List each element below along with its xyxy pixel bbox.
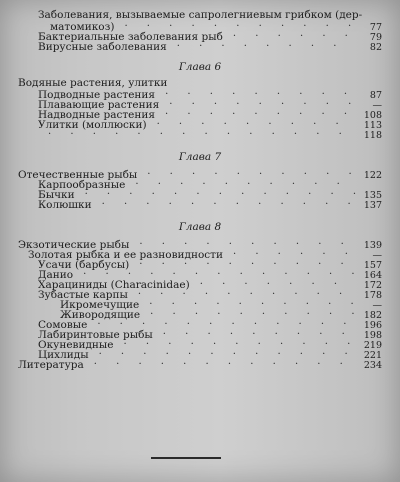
toc-leader bbox=[128, 288, 356, 298]
toc-entry-label: Лабиринтовые рыбы bbox=[38, 329, 153, 341]
toc-leader bbox=[92, 198, 356, 208]
toc-leader bbox=[139, 298, 356, 308]
toc-entry-label: Окуневидные bbox=[38, 339, 114, 351]
toc-leader bbox=[159, 98, 356, 108]
toc-entry bbox=[18, 278, 382, 291]
toc-entry bbox=[18, 108, 382, 121]
toc-entry bbox=[18, 298, 382, 311]
toc-leader bbox=[153, 328, 356, 338]
toc-leader bbox=[114, 20, 356, 30]
toc-entry-label: Вирусные заболевания bbox=[38, 41, 167, 53]
toc-page-number: 77 bbox=[369, 22, 382, 33]
toc-leader bbox=[190, 278, 356, 288]
toc-page-number: 157 bbox=[363, 260, 382, 271]
toc-leader bbox=[223, 248, 356, 258]
chapter-heading: Глава 6 bbox=[178, 61, 222, 73]
toc-entry bbox=[18, 358, 382, 371]
toc-entry bbox=[18, 178, 382, 191]
toc-entry bbox=[18, 348, 382, 361]
toc-entry bbox=[18, 338, 382, 351]
toc-entry bbox=[18, 318, 382, 331]
bottom-divider bbox=[151, 457, 221, 459]
toc-entry-label: Харациниды (Characinidae) bbox=[38, 279, 190, 291]
toc-page-number: 178 bbox=[363, 290, 382, 301]
toc-entry-label: матомикоз) bbox=[50, 21, 115, 33]
toc-entry-label: Улитки (моллюски) bbox=[38, 119, 147, 131]
toc-leader bbox=[38, 128, 356, 138]
chapter-heading: Глава 7 bbox=[178, 151, 222, 163]
toc-page-number: 137 bbox=[363, 200, 382, 211]
toc-page-number: 182 bbox=[363, 310, 382, 321]
toc-entry bbox=[18, 258, 382, 271]
toc-page-number: 221 bbox=[363, 350, 382, 361]
toc-entry bbox=[18, 268, 382, 281]
toc-leader bbox=[223, 30, 356, 40]
toc-entry-label: Икромечущие bbox=[60, 299, 140, 311]
toc-page-number: 196 bbox=[363, 320, 382, 331]
toc-leader bbox=[137, 168, 356, 178]
toc-entry bbox=[18, 118, 382, 131]
toc-entry-label: Цихлиды bbox=[38, 349, 89, 361]
toc-entry-label: Литература bbox=[18, 359, 84, 371]
toc-entry bbox=[18, 10, 382, 20]
toc-entry bbox=[18, 30, 382, 43]
toc-entry bbox=[18, 328, 382, 341]
toc-leader bbox=[73, 268, 356, 278]
toc-entry-label: Колюшки bbox=[38, 199, 92, 211]
toc-page-number: 79 bbox=[369, 32, 382, 43]
toc-leader bbox=[155, 108, 356, 118]
toc-leader bbox=[75, 188, 356, 198]
toc-page-number: 164 bbox=[363, 270, 382, 281]
toc-page-number: — bbox=[372, 100, 382, 111]
toc-page-number: 118 bbox=[363, 130, 382, 141]
toc-entry bbox=[18, 88, 382, 101]
toc-entry-label: Усачи (барбусы) bbox=[38, 259, 130, 271]
toc-page-number: 234 bbox=[363, 360, 382, 371]
toc-entry-label: Подводные растения bbox=[38, 89, 156, 101]
toc-entry bbox=[18, 238, 382, 251]
toc-leader bbox=[155, 88, 356, 98]
toc-leader bbox=[147, 118, 356, 128]
toc-leader bbox=[140, 308, 356, 318]
toc-page-number: 219 bbox=[363, 340, 382, 351]
toc-entry-label: Надводные растения bbox=[38, 109, 155, 121]
toc-entry bbox=[18, 98, 382, 111]
toc-page-number: 135 bbox=[363, 190, 382, 201]
toc-entry bbox=[50, 20, 382, 33]
toc-entry-label: Отечественные рыбы bbox=[18, 169, 138, 181]
toc-entry bbox=[18, 248, 382, 261]
table-of-contents bbox=[18, 9, 382, 371]
toc-page-number: — bbox=[372, 250, 382, 261]
toc-page-number: 122 bbox=[363, 170, 382, 181]
toc-leader bbox=[167, 40, 356, 50]
toc-entry-label: Бычки bbox=[38, 189, 75, 201]
toc-entry-label: Бактериальные заболевания рыб bbox=[38, 31, 223, 43]
toc-entry bbox=[18, 78, 382, 88]
toc-entry-label: Плавающие растения bbox=[38, 99, 160, 111]
toc-entry-label: Зубастые карпы bbox=[38, 289, 128, 301]
toc-leader bbox=[129, 258, 356, 268]
toc-leader bbox=[114, 338, 356, 348]
toc-entry bbox=[18, 168, 382, 181]
toc-entry bbox=[18, 198, 382, 211]
toc-page-number: 108 bbox=[363, 110, 382, 121]
toc-entry bbox=[18, 40, 382, 53]
toc-leader bbox=[89, 348, 356, 358]
toc-leader bbox=[125, 178, 356, 188]
toc-entry-label: Данио bbox=[38, 269, 74, 281]
toc-page-number: 87 bbox=[369, 90, 382, 101]
toc-page-number: 198 bbox=[363, 330, 382, 341]
chapter-heading: Глава 8 bbox=[178, 221, 222, 233]
toc-leader bbox=[84, 358, 356, 368]
toc-entry-label: Водяные растения, улитки bbox=[18, 77, 168, 89]
toc-page-number: — bbox=[372, 300, 382, 311]
toc-entry-label: Золотая рыбка и ее разновидности bbox=[28, 249, 223, 261]
toc-entry-label: Сомовые bbox=[38, 319, 88, 331]
toc-entry-label: Живородящие bbox=[60, 309, 141, 321]
toc-page-number: 82 bbox=[369, 42, 382, 53]
toc-entry-label: Экзотические рыбы bbox=[18, 239, 130, 251]
toc-entry bbox=[18, 308, 382, 321]
toc-entry bbox=[18, 188, 382, 201]
toc-leader bbox=[87, 318, 356, 328]
toc-page-number: 113 bbox=[363, 120, 382, 131]
toc-entry bbox=[18, 288, 382, 301]
toc-entry-label: Карпообразные bbox=[38, 179, 126, 191]
toc-leader bbox=[129, 238, 356, 248]
toc-entry-label: Заболевания, вызываемые сапролегниевым грибком (дер- bbox=[38, 9, 363, 21]
toc-page-number: 172 bbox=[363, 280, 382, 291]
toc-entry bbox=[18, 128, 382, 141]
toc-page-number: 139 bbox=[363, 240, 382, 251]
